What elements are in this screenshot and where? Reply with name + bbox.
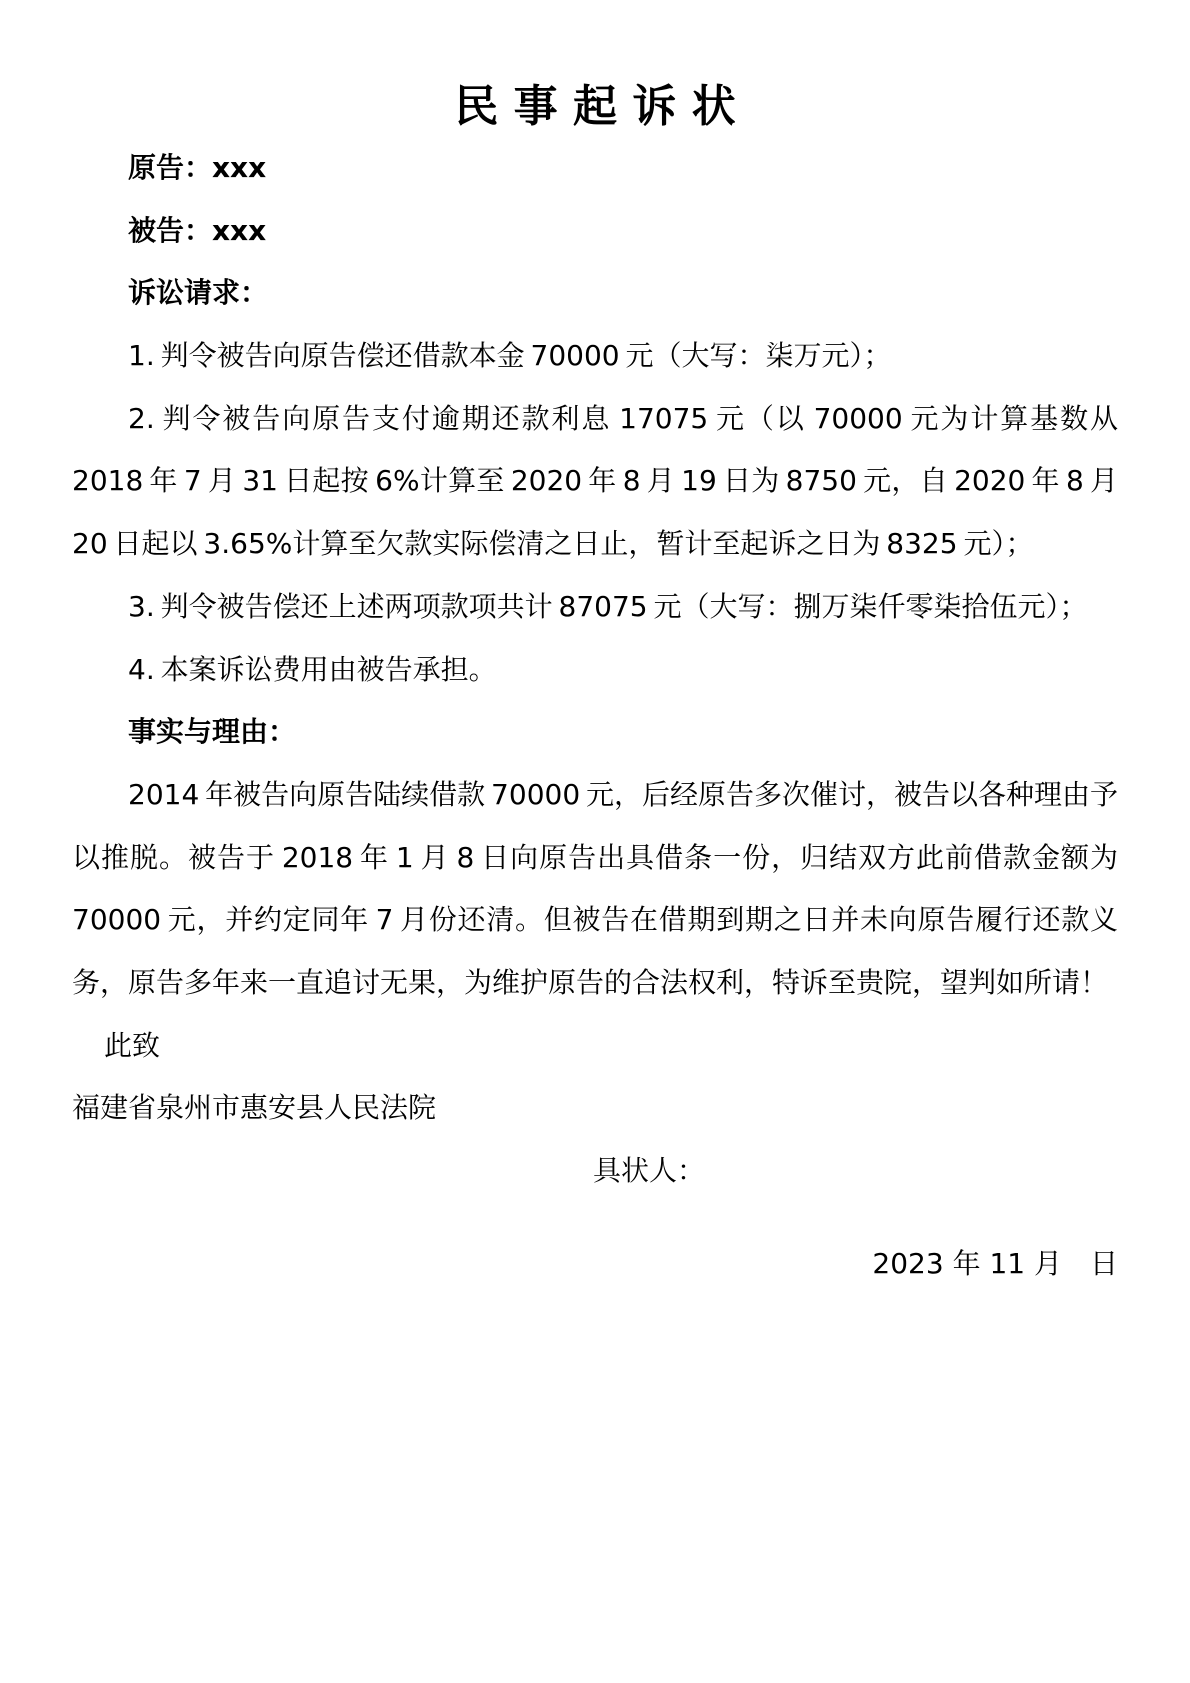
court-name: 福建省泉州市惠安县人民法院 xyxy=(72,1091,437,1125)
plaintiff-line: 原告：xxx xyxy=(128,151,267,184)
claim-3-line: 3. 判令被告偿还上述两项款项共计 87075 元（大写：捌万柒仟零柒拾伍元）； xyxy=(128,589,1088,623)
claims-heading: 诉讼请求： xyxy=(128,276,269,310)
claim-2-line: 2. 判令被告向原告支付逾期还款利息 17075 元（以 70000 元为计算基数从 xyxy=(128,401,1118,435)
facts-line: 务，原告多年来一直追讨无果，为维护原告的合法权利，特诉至贵院，望判如所请！ xyxy=(72,965,1109,999)
claim-2-line: 20 日起以 3.65%计算至欠款实际偿清之日止，暂计至起诉之日为 8325 元）； xyxy=(72,527,1034,561)
document-title: 民 事 起 诉 状 xyxy=(454,81,736,132)
signer-label: 具状人： xyxy=(593,1154,706,1187)
defendant-line: 被告：xxx xyxy=(128,213,267,247)
claim-4-line: 4. 本案诉讼费用由被告承担。 xyxy=(128,652,497,686)
document-body xyxy=(72,137,1118,1295)
facts-heading: 事实与理由： xyxy=(128,715,297,749)
facts-line: 以推脱。被告于 2018 年 1 月 8 日向原告出具借条一份，归结双方此前借款金额为 xyxy=(72,840,1118,874)
salutation: 此致 xyxy=(104,1028,161,1062)
claim-1-line: 1. 判令被告向原告偿还借款本金 70000 元（大写：柒万元）； xyxy=(128,339,892,373)
document-date: 2023 年 11 月 日 xyxy=(872,1246,1118,1280)
facts-line: 2014 年被告向原告陆续借款 70000 元，后经原告多次催讨，被告以各种理由予 xyxy=(128,777,1119,811)
claim-2-line: 2018 年 7 月 31 日起按 6%计算至 2020 年 8 月 19 日为 8750 元，自 2020 年 8 月 xyxy=(72,464,1118,498)
facts-line: 70000 元，并约定同年 7 月份还清。但被告在借期到期之日并未向原告履行还款义 xyxy=(72,903,1118,937)
